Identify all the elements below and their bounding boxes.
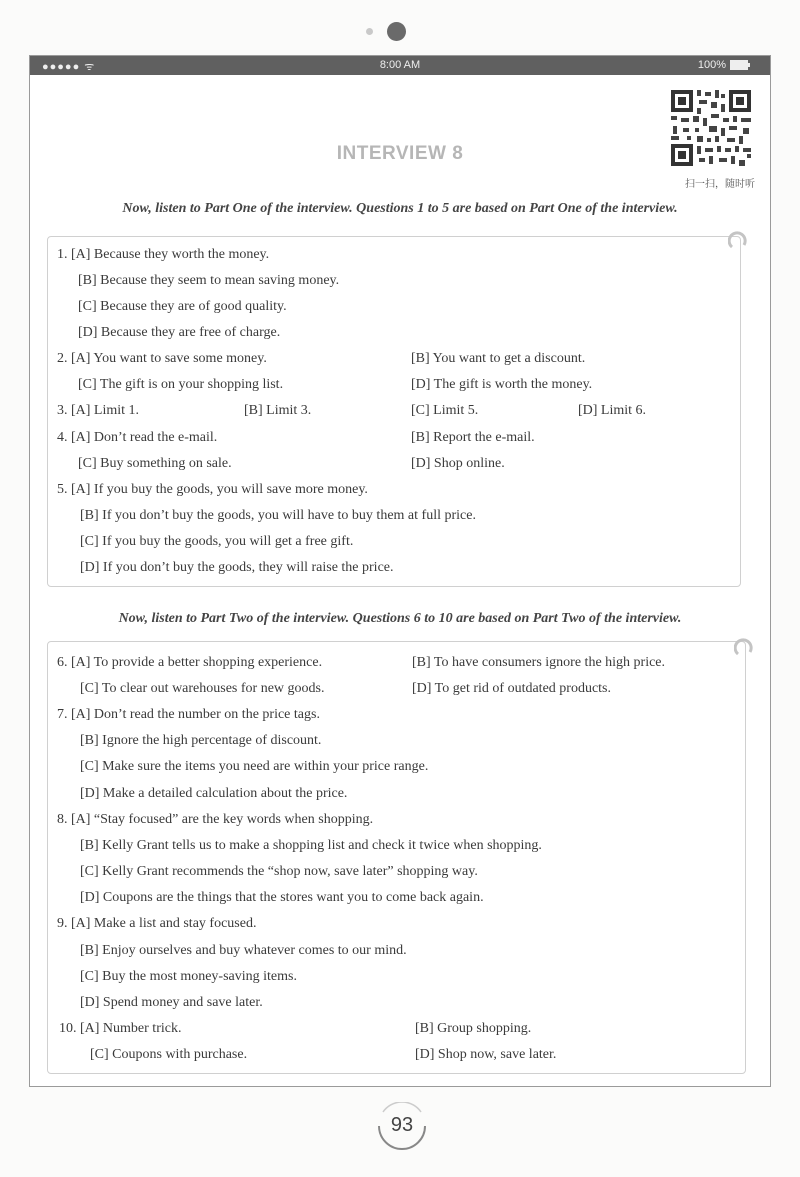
- question-3-option-d: [D] Limit 6.: [578, 403, 647, 418]
- question-8-option-a: 8. [A] “Stay focused” are the key words when shopping.: [57, 812, 374, 827]
- question-2-option-d: [D] The gift is worth the money.: [411, 377, 593, 392]
- question-4-option-c: [C] Buy something on sale.: [78, 456, 232, 471]
- question-9-option-d: [D] Spend money and save later.: [80, 995, 263, 1010]
- part-one-instruction: Now, listen to Part One of the interview. Questions 1 to 5 are based on Part One of the interview.: [122, 201, 678, 216]
- question-7-option-b: [B] Ignore the high percentage of discount.: [80, 733, 322, 748]
- question-2-option-a: 2. [A] You want to save some money.: [57, 351, 267, 366]
- question-6-option-a: 6. [A] To provide a better shopping experience.: [57, 655, 323, 670]
- question-7-option-d: [D] Make a detailed calculation about the price.: [80, 786, 348, 801]
- question-10-option-d: [D] Shop now, save later.: [415, 1047, 557, 1062]
- question-9-option-a: 9. [A] Make a list and stay focused.: [57, 916, 257, 931]
- question-1-option-c: [C] Because they are of good quality.: [78, 299, 287, 314]
- question-9-option-b: [B] Enjoy ourselves and buy whatever comes to our mind.: [80, 943, 407, 958]
- battery-icon: [730, 60, 748, 70]
- question-10-option-b: [B] Group shopping.: [415, 1021, 532, 1036]
- page-number-text: 93: [390, 1114, 414, 1136]
- question-3-option-b: [B] Limit 3.: [244, 403, 312, 418]
- question-8-option-b: [B] Kelly Grant tells us to make a shopping list and check it twice when shopping.: [80, 838, 542, 853]
- question-3-option-c: [C] Limit 5.: [411, 403, 479, 418]
- question-7-option-c: [C] Make sure the items you need are within your price range.: [80, 759, 429, 774]
- device-screen: [29, 55, 771, 1087]
- corner-curl-icon: [728, 231, 748, 251]
- question-6-option-c: [C] To clear out warehouses for new goods.: [80, 681, 325, 696]
- signal-indicator: ●●●●● ᯤ: [42, 61, 96, 73]
- question-5-option-d: [D] If you don’t buy the goods, they will raise the price.: [80, 560, 394, 575]
- question-10-option-a: 10. [A] Number trick.: [59, 1021, 182, 1036]
- battery-indicator: [698, 59, 748, 71]
- question-8-option-c: [C] Kelly Grant recommends the “shop now, save later” shopping way.: [80, 864, 478, 879]
- question-6-option-b: [B] To have consumers ignore the high price.: [412, 655, 666, 670]
- battery-percent: 100%: [697, 59, 726, 71]
- question-4-option-a: 4. [A] Don’t read the e-mail.: [57, 430, 218, 445]
- page-number: [373, 1102, 431, 1152]
- question-7-option-a: 7. [A] Don’t read the number on the price tags.: [57, 707, 320, 722]
- status-time: 8:00 AM: [379, 59, 421, 71]
- status-bar: [30, 56, 770, 75]
- part-two-instruction: Now, listen to Part Two of the interview. Questions 6 to 10 are based on Part Two of the interview.: [118, 611, 682, 626]
- question-1-option-a: 1. [A] Because they worth the money.: [57, 247, 270, 262]
- question-9-option-c: [C] Buy the most money-saving items.: [80, 969, 297, 984]
- question-4-option-d: [D] Shop online.: [411, 456, 505, 471]
- qr-code-icon[interactable]: [669, 88, 753, 168]
- qr-caption: 扫一扫，随时听: [685, 179, 755, 190]
- question-1-option-b: [B] Because they seem to mean saving money.: [78, 273, 340, 288]
- question-3-option-a: 3. [A] Limit 1.: [57, 403, 140, 418]
- question-5-option-a: 5. [A] If you buy the goods, you will save more money.: [57, 482, 368, 497]
- question-5-option-b: [B] If you don’t buy the goods, you will have to buy them at full price.: [80, 508, 476, 523]
- question-10-option-c: [C] Coupons with purchase.: [90, 1047, 248, 1062]
- question-2-option-c: [C] The gift is on your shopping list.: [78, 377, 284, 392]
- device-camera: [366, 22, 406, 42]
- camera-sensor-icon: [366, 28, 373, 35]
- question-6-option-d: [D] To get rid of outdated products.: [412, 681, 611, 696]
- corner-curl-icon: [734, 638, 754, 658]
- question-8-option-d: [D] Coupons are the things that the stores want you to come back again.: [80, 890, 484, 905]
- part-one-questions: [47, 236, 741, 587]
- question-4-option-b: [B] Report the e-mail.: [411, 430, 535, 445]
- question-2-option-b: [B] You want to get a discount.: [411, 351, 586, 366]
- question-5-option-c: [C] If you buy the goods, you will get a free gift.: [80, 534, 354, 549]
- part-two-questions: [47, 641, 746, 1074]
- question-1-option-d: [D] Because they are free of charge.: [78, 325, 281, 340]
- page-title: INTERVIEW 8: [336, 143, 464, 164]
- camera-lens-icon: [387, 22, 406, 41]
